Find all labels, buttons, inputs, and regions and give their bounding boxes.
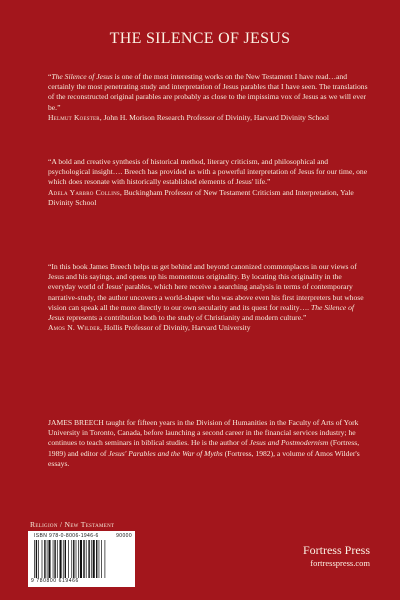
barcode-bar	[47, 540, 48, 578]
barcode-bar	[71, 540, 72, 578]
barcode-bar	[86, 540, 87, 578]
barcode-bar	[57, 540, 58, 578]
barcode-bar	[68, 540, 69, 578]
barcode-number: 9 780800 619466	[31, 578, 79, 584]
barcode-bar	[99, 540, 100, 578]
endorser-name: Adela Yarbro Collins	[48, 187, 120, 197]
barcode-bar	[53, 540, 54, 578]
endorsement-text: “A bold and creative synthesis of historical method, literary criticism, and philosophical and psychological insight…. Breech has provided us with a powerful interpretation of Jesus for our time, one which does resonate with historically established elements of Jesus' life.”	[48, 157, 368, 187]
isbn-label: ISBN 978-0-8006-1946-6 90000	[34, 533, 132, 539]
book-reference: Jesus and Postmodernism	[249, 438, 329, 448]
endorsement-koester	[48, 72, 370, 123]
barcode-bar	[88, 540, 89, 578]
book-title: THE SILENCE OF JESUS	[109, 30, 291, 47]
endorsement-text: “The Silence of Jesus is one of the most interesting works on the New Testament I have read…and certainly the most penetrating study and interpretation of Jesus parables that I have seen. The translations of the reconstructed original parables are probably as close to the impissima vox of Jesus as we will ever be.”	[48, 72, 368, 112]
endorsement-attribution: Adela Yarbro Collins, Buckingham Professor of New Testament Criticism and Interpretation, Yale Divinity School	[48, 187, 354, 207]
barcode-bar	[54, 540, 55, 578]
endorser-name: Helmut Koester	[48, 112, 100, 122]
barcode-bar	[38, 540, 39, 578]
endorsement-attribution: Helmut Koester, John H. Morison Research Professor of Divinity, Harvard Divinity School	[48, 112, 329, 122]
endorsement-text: “In this book James Breech helps us get behind and beyond canonized commonplaces in our views of Jesus and his sayings, and opens up his momentous originality. By locating this originality in the everyday world of Jesus' parables, which here receive a searching analysis in terms of contemporary narrative-study, the author uncovers a world-shaper who was above even his first interpreters but whose vision can speak all the more directly to our own secularity and its quest for reality…. The Silence of Jesus represents a contribution both to the study of Christianity and modern culture.”	[48, 262, 364, 323]
barcode-bars	[33, 540, 130, 578]
price-code: 90000	[116, 533, 132, 539]
author-name: JAMES BREECH	[48, 418, 104, 427]
barcode-bar	[101, 540, 102, 578]
barcode-bar	[65, 540, 66, 578]
barcode-bar	[34, 540, 35, 578]
barcode-bar	[91, 540, 92, 578]
endorsement-wilder	[48, 262, 370, 333]
barcode-bar	[48, 540, 50, 578]
author-bio: JAMES BREECH taught for fifteen years in the Division of Humanities in the Faculty of Arts of York University in Toronto, Canada, before launching a second career in the financial services industry; he continues to teach seminars in biblical studies. He is the author of Jesus and Postmodernism (Fortress, 1989) and editor of Jesus' Parables and the War of Myths (Fortress, 1982), a volume of Amos Wilder's essays.	[48, 418, 360, 468]
category-label: Religion / New Testament	[30, 520, 115, 529]
barcode	[28, 531, 135, 587]
barcode-bar	[76, 540, 77, 578]
barcode-bar	[63, 540, 64, 578]
barcode-bar	[78, 540, 79, 578]
barcode-bar	[60, 540, 62, 578]
barcode-bar	[93, 540, 95, 578]
barcode-bar	[80, 540, 82, 578]
endorsement-attribution: Amos N. Wilder, Hollis Professor of Divinity, Harvard University	[48, 323, 251, 333]
barcode-bar	[96, 540, 97, 578]
barcode-bar	[105, 540, 106, 578]
book-title-italic: The Silence of Jesus	[51, 72, 113, 81]
barcode-bar	[83, 540, 84, 578]
publisher-name: Fortress Press	[302, 543, 370, 557]
barcode-bar	[42, 540, 43, 578]
barcode-bar	[44, 540, 45, 578]
barcode-bar	[73, 540, 74, 578]
endorser-name: Amos N. Wilder	[48, 323, 101, 333]
book-title-italic: The Silence of Jesus	[48, 302, 354, 323]
book-reference: Jesus' Parables and the War of Myths	[108, 448, 223, 458]
barcode-bar	[36, 540, 37, 578]
publisher-website: fortresspress.com	[310, 558, 370, 568]
endorsement-collins	[48, 157, 370, 208]
